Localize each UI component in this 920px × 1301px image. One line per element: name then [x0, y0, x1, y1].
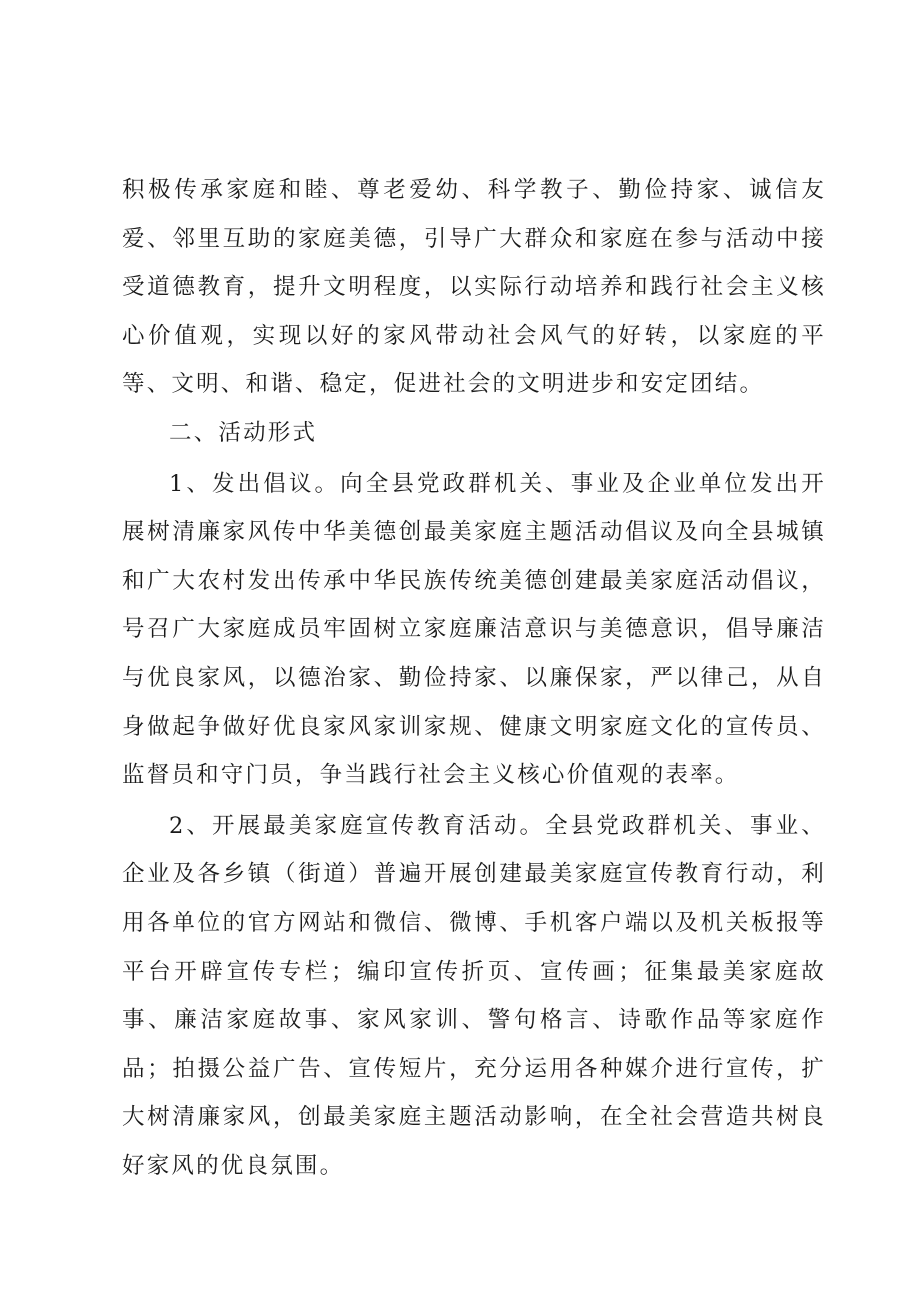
section-heading: 二、活动形式 — [169, 419, 318, 446]
intro-paragraph: 积极传承家庭和睦、尊老爱幼、科学教子、勤俭持家、诚信友爱、邻里互助的家庭美德，引导广大群众和家庭在参与活动中接受道德教育，提升文明程度，以实际行动培养和践行社会主义核心价值观，实现以好的家风带动社会风气的好转，以家庭的平等、文明、和谐、稳定，促进社会的文明进步和安定团结。 — [122, 177, 826, 398]
paragraph-publicity: 2、开展最美家庭宣传教育活动。全县党政群机关、事业、企业及各乡镇（街道）普遍开展创建最美家庭宣传教育行动，利用各单位的官方网站和微信、微博、手机客户端以及机关板报等平台开辟宣传专栏；编印宣传折页、宣传画；征集最美家庭故事、廉洁家庭故事、家风家训、警句格言、诗歌作品等家庭作品；拍摄公益广告、宣传短片，充分运用各种媒介进行宣传，扩大树清廉家风，创最美家庭主题活动影响，在全社会营造共树良好家风的优良氛围。 — [122, 812, 826, 1179]
paragraph-initiative: 1、发出倡议。向全县党政群机关、事业及企业单位发出开展树清廉家风传中华美德创最美家庭主题活动倡议及向全县城镇和广大农村发出传承中华民族传统美德创建最美家庭活动倡议，号召广大家庭成员牢固树立家庭廉洁意识与美德意识，倡导廉洁与优良家风，以德治家、勤俭持家、以廉保家，严以律己，从自身做起争做好优良家风家训家规、健康文明家庭文化的宣传员、监督员和守门员，争当践行社会主义核心价值观的表率。 — [122, 470, 826, 789]
